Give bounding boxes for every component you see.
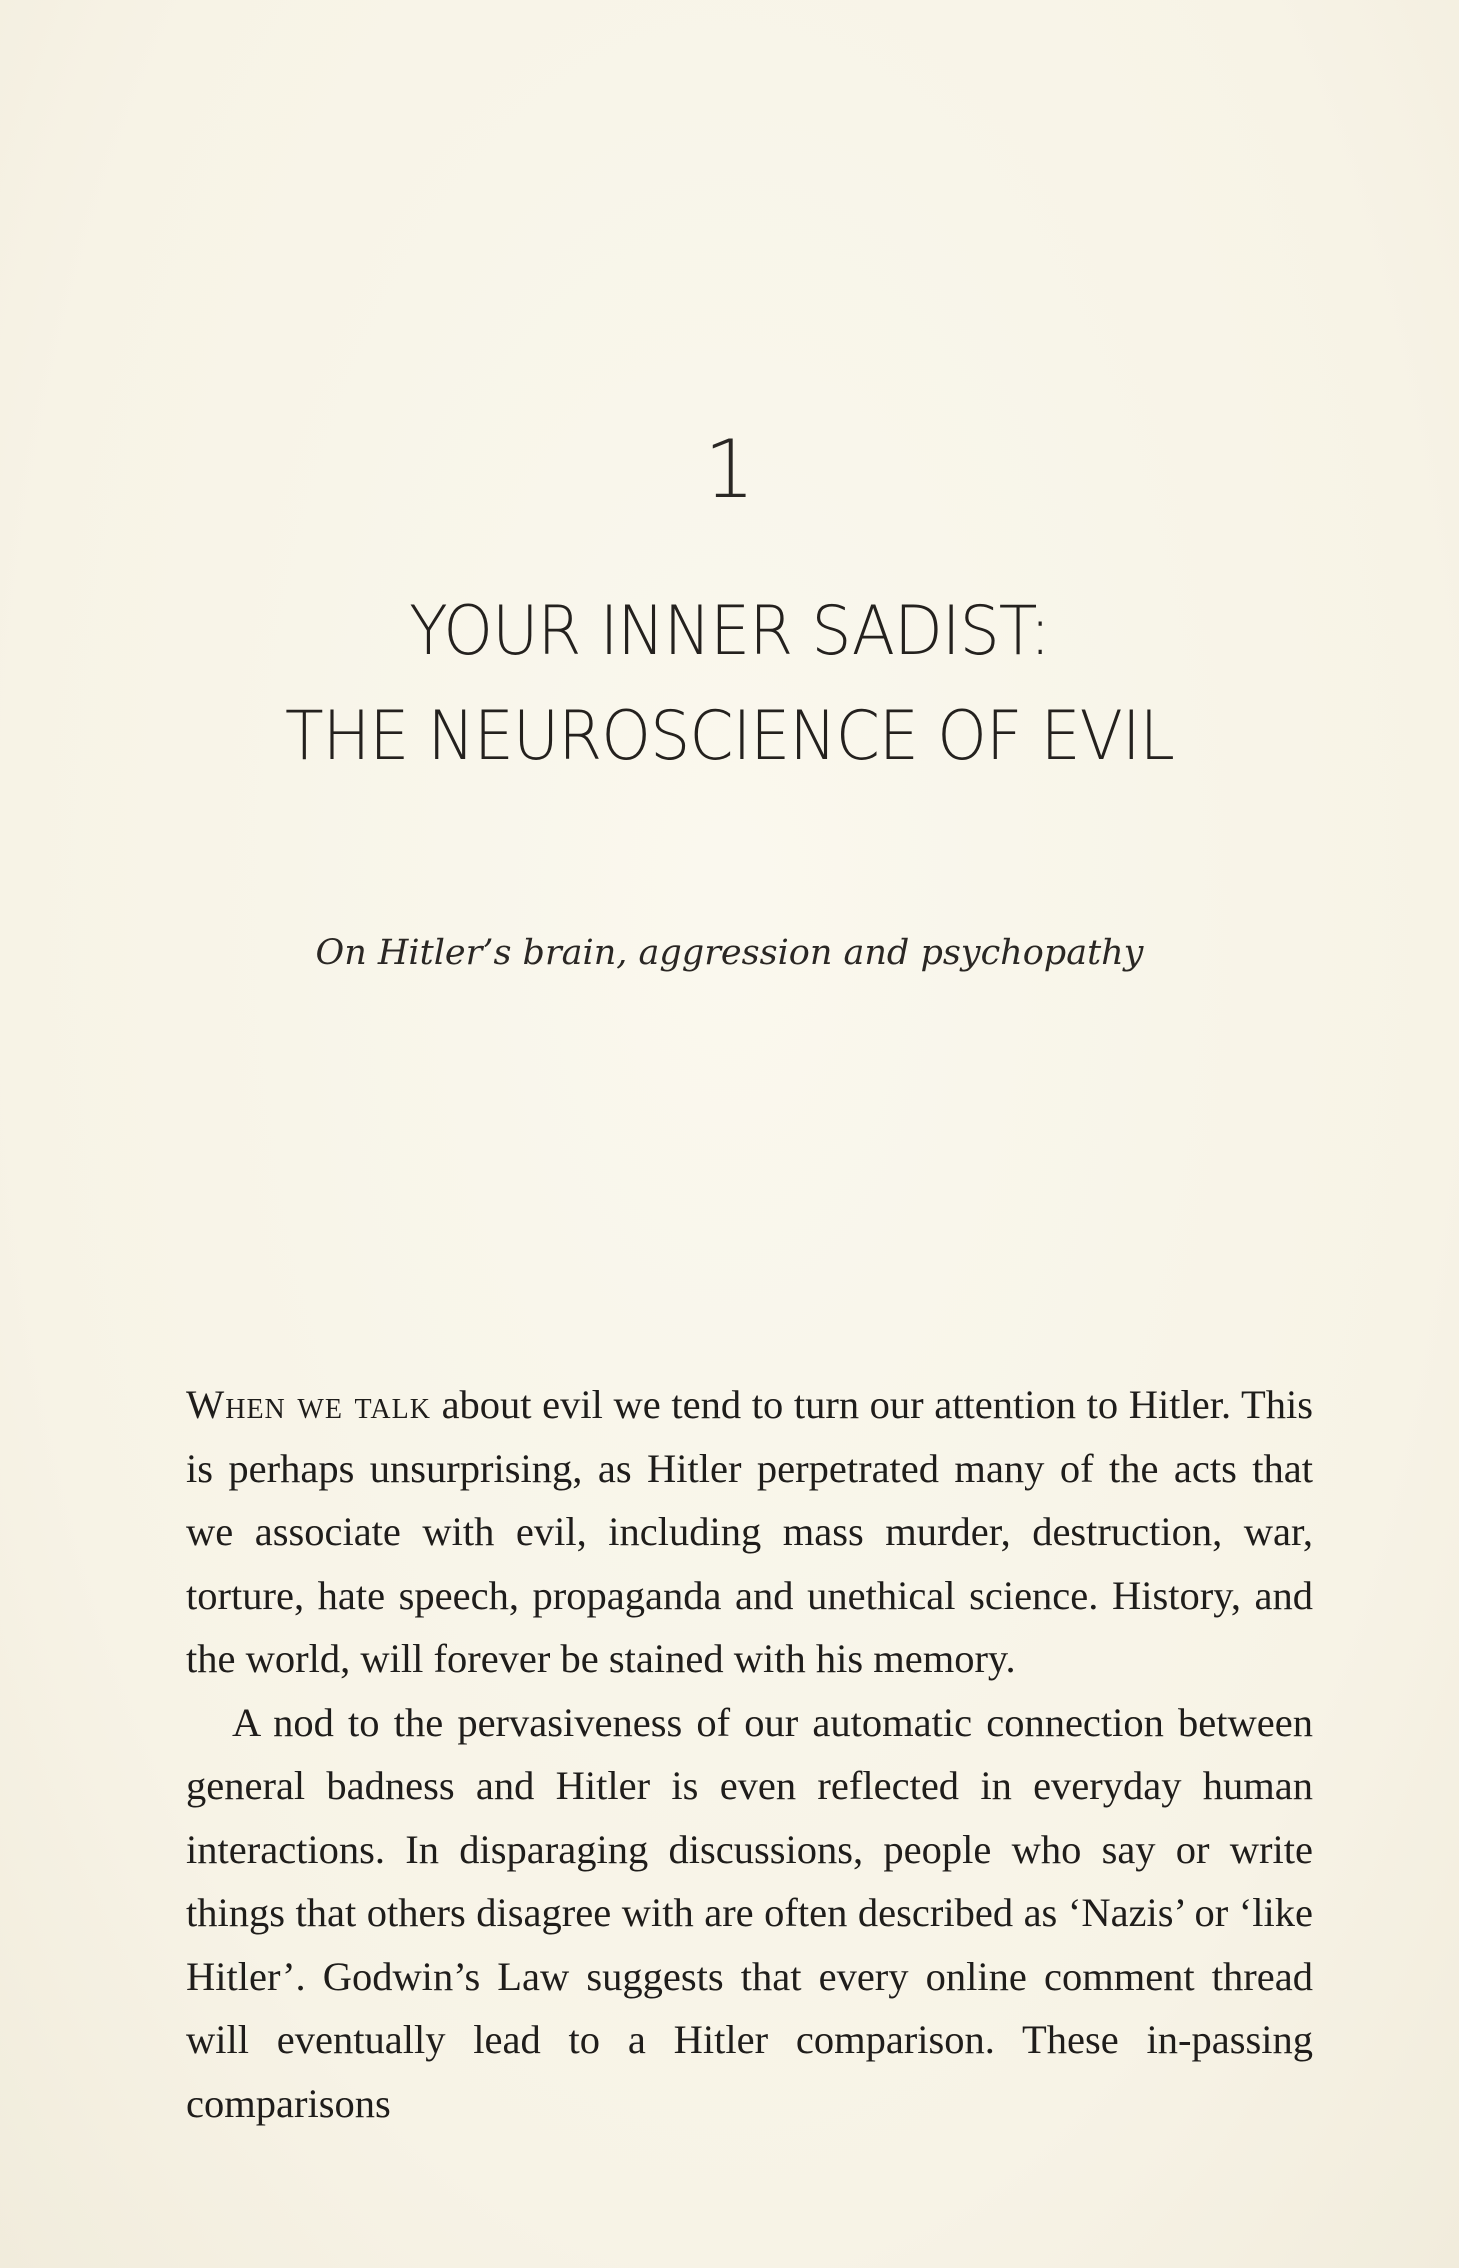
- body-text: [186, 1373, 1313, 2135]
- chapter-number: 1: [704, 423, 755, 516]
- opening-small-caps: When we talk: [186, 1382, 431, 1427]
- chapter-subtitle: On Hitler’s brain, aggression and psychopathy: [315, 933, 1144, 973]
- chapter-title-line-1: YOUR INNER SADIST:: [409, 592, 1050, 671]
- paragraph-1: [186, 1373, 1313, 1691]
- chapter-title-line-2: THE NEUROSCIENCE OF EVIL: [285, 697, 1174, 776]
- paragraph-2: A nod to the pervasiveness of our automatic connection between general badness and Hitler is even reflected in everyday human interactions. In disparaging discussions, people who say or write things that others disagree with are often described as ‘Nazis’ or ‘like Hitler’. Godwin’s Law suggests that every online comment thread will eventually lead to a Hitler comparison. These in-passing comparisons: [186, 1699, 1313, 2126]
- paragraph-1-text: about evil we tend to turn our attention to Hitler. This is perhaps unsurprising, as Hitler perpetrated many of the acts that we associate with evil, including mass murder, destruction, war, torture, hate speech, propaganda and unethical science. History, and the world, will forever be stained with his memory.: [186, 1382, 1313, 1681]
